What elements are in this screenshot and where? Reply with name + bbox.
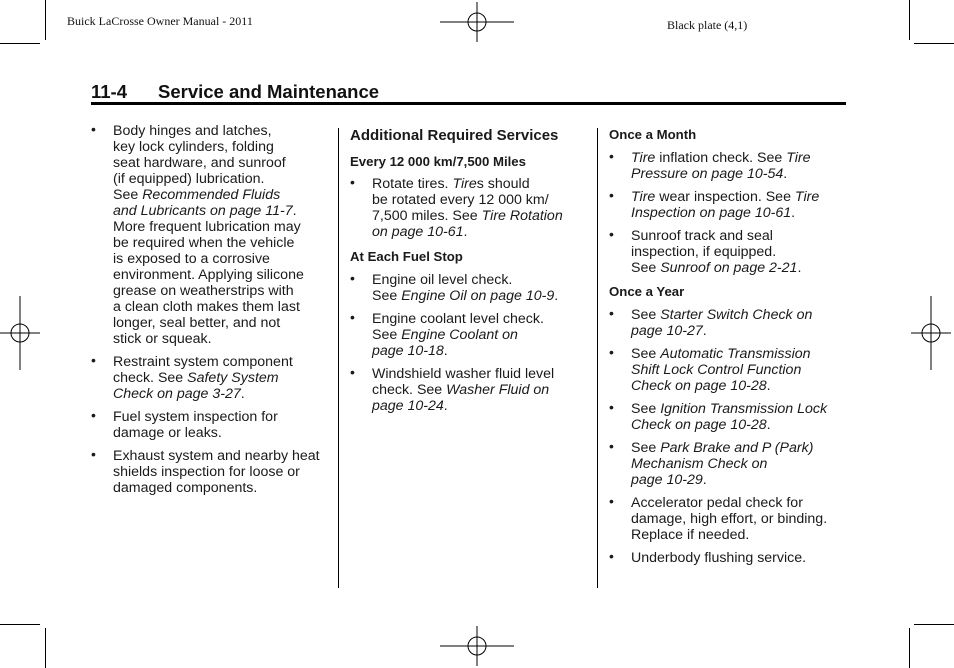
- list-item: [350, 176, 590, 240]
- list-item-line: page 10-29.: [631, 472, 707, 488]
- column-divider: [338, 128, 339, 588]
- list-item-line: inspection, if equipped.: [631, 244, 777, 260]
- section-number: 11-4: [91, 81, 128, 102]
- list-item-line: is exposed to a corrosive: [113, 251, 270, 267]
- list-item-line: • See Park Brake and P (Park): [631, 440, 814, 456]
- registration-mark-top: [440, 2, 514, 42]
- crop-mark: [909, 0, 910, 40]
- list-item-line: damage, high effort, or binding.: [631, 511, 828, 527]
- section-title: Service and Maintenance: [158, 81, 380, 102]
- list-item-line: key lock cylinders, folding: [113, 139, 274, 155]
- list-item-line: longer, seal better, and not: [113, 315, 281, 331]
- registration-mark-left: [0, 296, 40, 370]
- list-item: [609, 440, 849, 488]
- list-item-line: See Recommended Fluids: [113, 187, 281, 203]
- list-item-line: be required when the vehicle: [113, 235, 295, 251]
- list-item-line: 7,500 miles. See Tire Rotation: [372, 208, 563, 224]
- list-item-line: Check on page 10-28.: [631, 417, 771, 433]
- list-item: [609, 150, 849, 182]
- column-divider: [597, 128, 598, 588]
- list-item-line: • Underbody flushing service.: [631, 550, 807, 566]
- crop-mark: [0, 624, 40, 625]
- list-item-line: page 10-18.: [372, 343, 448, 359]
- list-item: [609, 401, 849, 433]
- section-header: [91, 80, 846, 105]
- list-item-line: Shift Lock Control Function: [631, 362, 802, 378]
- list-item: [91, 448, 331, 496]
- crop-mark: [45, 628, 46, 668]
- list-item-line: Mechanism Check on: [631, 456, 768, 472]
- list-item-line: • Exhaust system and nearby heat: [113, 448, 320, 464]
- list-item-line: • Accelerator pedal check for: [631, 495, 803, 511]
- list-item: [609, 307, 849, 339]
- list-item-line: Pressure on page 10-54.: [631, 166, 788, 182]
- list-item-line: • Body hinges and latches,: [113, 123, 272, 139]
- list-item-line: Inspection on page 10-61.: [631, 205, 796, 221]
- list-item-line: stick or squeak.: [113, 331, 212, 347]
- list-item: [609, 189, 849, 221]
- crop-mark: [45, 0, 46, 40]
- list-item-line: • Engine oil level check.: [372, 272, 513, 288]
- list-item: [609, 228, 849, 276]
- manual-title-header: Buick LaCrosse Owner Manual - 2011: [67, 14, 253, 28]
- crop-mark: [914, 43, 954, 44]
- list-item-line: be rotated every 12 000 km/: [372, 192, 549, 208]
- list-item-line: • Rotate tires. Tires should: [372, 176, 530, 192]
- interval-heading: At Each Fuel Stop: [350, 249, 463, 264]
- list-item-line: environment. Applying silicone: [113, 267, 304, 283]
- interval-heading: Once a Year: [609, 284, 685, 299]
- list-item: [350, 311, 590, 359]
- crop-mark: [909, 628, 910, 668]
- list-item-line: shields inspection for loose or: [113, 464, 300, 480]
- plate-label: Black plate (4,1): [667, 18, 748, 32]
- list-item-line: • Engine coolant level check.: [372, 311, 544, 327]
- list-item-line: Check on page 3-27.: [113, 386, 245, 402]
- list-item: [609, 346, 849, 394]
- list-item-line: grease on weatherstrips with: [113, 283, 294, 299]
- list-item-line: on page 10-61.: [372, 224, 468, 240]
- list-item-line: More frequent lubrication may: [113, 219, 301, 235]
- registration-mark-right: [911, 296, 951, 370]
- list-item-line: and Lubricants on page 11-7.: [113, 203, 297, 219]
- column-3: [609, 127, 849, 566]
- list-item-line: page 10-27.: [631, 323, 707, 339]
- list-item-line: See Engine Oil on page 10-9.: [372, 288, 559, 304]
- list-item-line: (if equipped) lubrication.: [113, 171, 265, 187]
- list-item: [91, 409, 331, 441]
- list-item-line: • Tire wear inspection. See Tire: [631, 189, 820, 205]
- list-item-line: • See Ignition Transmission Lock: [631, 401, 828, 417]
- interval-heading: Every 12 000 km/7,500 Miles: [350, 154, 526, 169]
- column-1: [91, 123, 331, 496]
- bullet-list: [350, 176, 590, 240]
- list-item-line: • Restraint system component: [113, 354, 293, 370]
- list-item: [609, 495, 849, 543]
- bullet-list: [91, 123, 331, 496]
- list-item-line: • Tire inflation check. See Tire: [631, 150, 811, 166]
- list-item-line: check. See Safety System: [113, 370, 279, 386]
- crop-mark: [0, 43, 40, 44]
- list-item: [91, 354, 331, 402]
- registration-mark-bottom: [440, 626, 514, 666]
- list-item-line: check. See Washer Fluid on: [372, 382, 550, 398]
- list-item-line: • See Starter Switch Check on: [631, 307, 813, 323]
- list-item-line: • Windshield washer fluid level: [372, 366, 555, 382]
- bullet-list: [350, 272, 590, 414]
- crop-mark: [914, 624, 954, 625]
- list-item-line: • See Automatic Transmission: [631, 346, 811, 362]
- list-item-line: See Engine Coolant on: [372, 327, 518, 343]
- list-item: [609, 550, 849, 566]
- list-item: [350, 366, 590, 414]
- list-item-line: See Sunroof on page 2-21.: [631, 260, 802, 276]
- list-item-line: page 10-24.: [372, 398, 448, 414]
- list-item: [91, 123, 331, 347]
- list-item-line: Replace if needed.: [631, 527, 750, 543]
- list-item-line: • Sunroof track and seal: [631, 228, 773, 244]
- list-item-line: damaged components.: [113, 480, 258, 496]
- interval-heading: Once a Month: [609, 127, 697, 142]
- bullet-list: [609, 307, 849, 566]
- bullet-list: [609, 150, 849, 276]
- column-2: [350, 127, 590, 414]
- list-item-line: Check on page 10-28.: [631, 378, 771, 394]
- list-item-line: damage or leaks.: [113, 425, 222, 441]
- list-item-line: • Fuel system inspection for: [113, 409, 278, 425]
- services-title: Additional Required Services: [350, 127, 559, 144]
- list-item: [350, 272, 590, 304]
- list-item-line: a clean cloth makes them last: [113, 299, 300, 315]
- list-item-line: seat hardware, and sunroof: [113, 155, 286, 171]
